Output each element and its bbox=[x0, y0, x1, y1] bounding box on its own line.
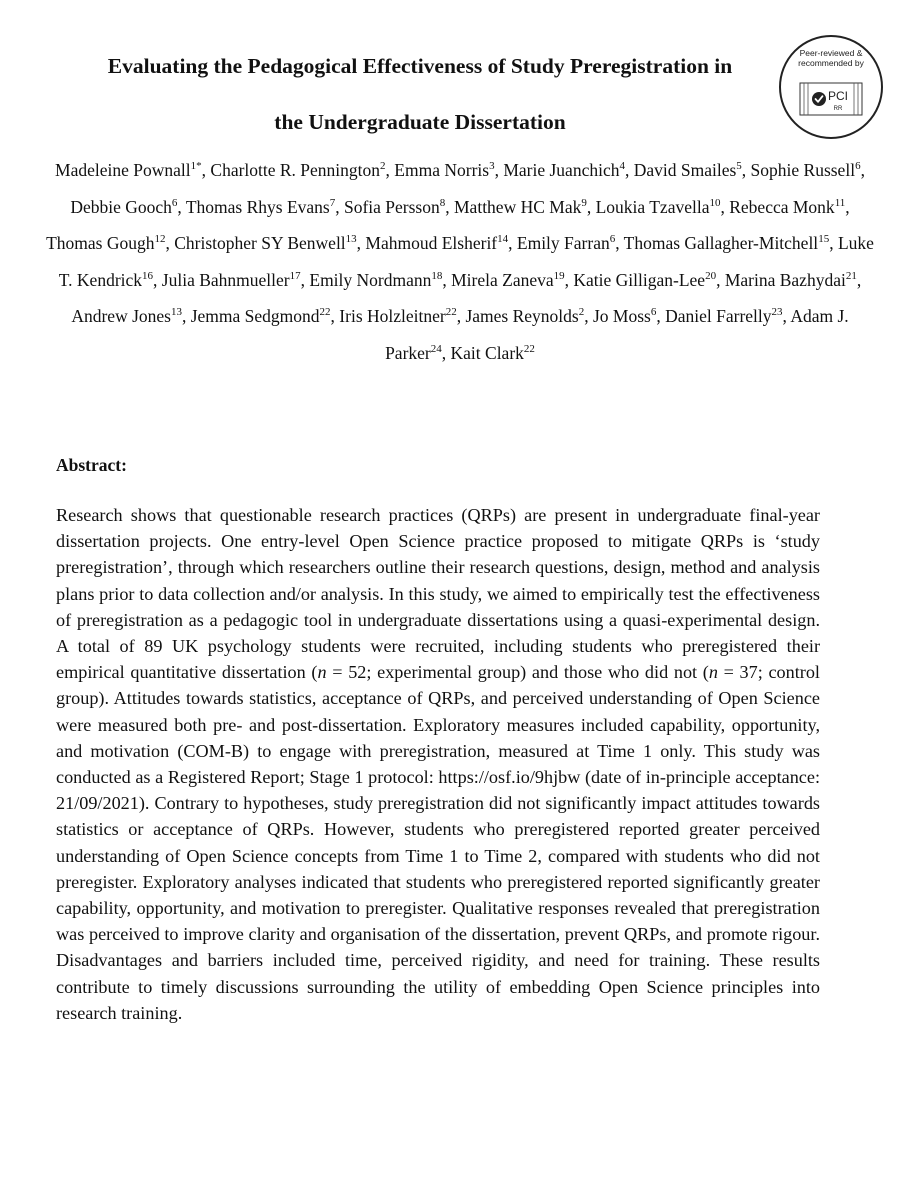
author bbox=[503, 160, 625, 180]
checkmark-circle-icon bbox=[812, 92, 826, 106]
author-affiliation: 14 bbox=[497, 233, 509, 246]
author-affiliation: 23 bbox=[771, 306, 783, 319]
author-name: Iris Holzleitner bbox=[339, 306, 446, 327]
author-name: Katie Gilligan-Lee bbox=[573, 269, 706, 290]
author-name: Adam J. Parker bbox=[385, 306, 849, 363]
author bbox=[593, 306, 656, 326]
author-affiliation: 6 bbox=[171, 196, 178, 209]
author bbox=[191, 306, 331, 326]
badge-logo-subtext: RR bbox=[833, 106, 843, 112]
n-symbol: n bbox=[708, 662, 718, 683]
author-name: Christopher SY Benwell bbox=[174, 233, 346, 254]
author-name: David Smailes bbox=[633, 160, 737, 180]
author bbox=[451, 343, 535, 363]
paper-title-line-1: Evaluating the Pedagogical Effectiveness of Study Preregistration in bbox=[107, 54, 733, 78]
author-name: Thomas Gough bbox=[46, 233, 155, 254]
author-name: Madeleine Pownall bbox=[55, 160, 191, 180]
author bbox=[665, 306, 782, 326]
author bbox=[309, 270, 442, 290]
author-affiliation: 15 bbox=[818, 233, 830, 246]
author-name: Daniel Farrelly bbox=[665, 306, 772, 327]
author bbox=[162, 270, 301, 290]
author-affiliation: 21 bbox=[845, 269, 857, 282]
author-affiliation: 17 bbox=[289, 269, 301, 282]
abstract-text bbox=[56, 502, 820, 1026]
badge-line-1: Peer-reviewed & bbox=[799, 48, 863, 58]
author-affiliation: 19 bbox=[553, 269, 565, 282]
author bbox=[70, 197, 177, 217]
author-name: Debbie Gooch bbox=[70, 196, 172, 217]
author-affiliation: 4 bbox=[619, 160, 625, 173]
abstract-part-2: = 52; experimental group) and those who did not ( bbox=[326, 662, 709, 683]
author-name: Julia Bahnmueller bbox=[161, 269, 290, 290]
author-affiliation: 8 bbox=[439, 196, 446, 209]
author-name: Marie Juanchich bbox=[503, 160, 620, 180]
author-name: Emily Nordmann bbox=[309, 269, 432, 290]
author bbox=[725, 270, 857, 290]
author-affiliation: 22 bbox=[523, 343, 535, 356]
author-affiliation: 9 bbox=[581, 196, 587, 209]
author-affiliation: 12 bbox=[154, 233, 166, 246]
author bbox=[517, 233, 615, 253]
author-affiliation: 6 bbox=[609, 233, 616, 246]
author bbox=[46, 233, 165, 253]
badge-line-2: recommended by bbox=[798, 58, 864, 68]
author-name: Sofia Persson bbox=[343, 196, 440, 217]
author bbox=[751, 160, 861, 180]
author-affiliation: 13 bbox=[170, 306, 182, 319]
author-name: Kait Clark bbox=[450, 342, 524, 363]
author-affiliation: 2 bbox=[578, 306, 585, 319]
author-affiliation: 1* bbox=[190, 160, 202, 173]
author-name: James Reynolds bbox=[465, 306, 579, 327]
abstract-heading: Abstract: bbox=[56, 455, 127, 475]
paper-title bbox=[40, 38, 800, 150]
author-name: Andrew Jones bbox=[71, 306, 171, 327]
author-affiliation: 6 bbox=[650, 306, 657, 319]
author bbox=[465, 306, 584, 326]
author-name: Thomas Gallagher-Mitchell bbox=[623, 233, 819, 254]
author-affiliation: 11 bbox=[834, 196, 846, 209]
badge-logo-text: PCI bbox=[827, 89, 849, 103]
author-name: Emily Farran bbox=[516, 233, 610, 254]
author-affiliation: 24 bbox=[430, 343, 442, 356]
author bbox=[634, 160, 742, 180]
author-name: Jemma Sedgmond bbox=[190, 306, 320, 327]
author bbox=[55, 160, 202, 180]
author-affiliation: 20 bbox=[705, 269, 717, 282]
author-name: Loukia Tzavella bbox=[595, 196, 710, 217]
n-symbol: n bbox=[317, 662, 327, 683]
author-affiliation: 13 bbox=[345, 233, 357, 246]
author-name: Mahmoud Elsherif bbox=[365, 233, 498, 254]
author-affiliation: 10 bbox=[709, 196, 721, 209]
author bbox=[451, 270, 565, 290]
author-name: Charlotte R. Pennington bbox=[210, 160, 381, 180]
author-affiliation: 6 bbox=[855, 160, 861, 173]
author-affiliation: 16 bbox=[142, 269, 154, 282]
author bbox=[573, 270, 716, 290]
author bbox=[365, 233, 508, 253]
author-affiliation: 7 bbox=[329, 196, 336, 209]
author-affiliation: 22 bbox=[319, 306, 331, 319]
author bbox=[454, 197, 587, 217]
author-list: Madeleine Pownall$^{1*}$, Charlotte R. Pennington$^2$, Emma Norris$^3$, Marie Juanchich$^4$, David Smailes$^5$, Sophie Russell$^6$, Debbie Gooch$^6$, Thomas Rhys Evans$^7$, Sofia Persson$^8$, Matthew HC Mak$^9$, Loukia Tzavella$^{10}$, Rebecca Monk$^{11}$, Thomas Gough$^{12}$, Christopher SY Benwell$^{13}$, Mahmoud Elsherif$^{14}$, Emily Farran$^6$, Thomas Gallagher-Mitchell$^{15}$, Luke T. Kendrick$^{16}$, Julia Bahnmueller$^{17}$, Emily Nordmann$^{18}$, Mirela Zaneva$^{19}$, Katie Gilligan-Lee$^{20}$, Marina Bazhydai$^{21}$, Andrew Jones$^{13}$, Jemma Sedgmond$^{22}$, Iris Holzleitner$^{22}$, James Reynolds$^2$, Jo Moss$^6$, Daniel Farrelly$^{23}$, Adam J. Parker$^{24}$, Kait Clark$^{22}$ bbox=[46, 160, 874, 363]
author bbox=[729, 197, 845, 217]
author bbox=[596, 197, 721, 217]
author-name: Rebecca Monk bbox=[729, 196, 835, 217]
author bbox=[210, 160, 385, 180]
author bbox=[339, 306, 456, 326]
author-name: Sophie Russell bbox=[750, 160, 856, 180]
author-name: Jo Moss bbox=[592, 306, 651, 327]
pci-rr-badge bbox=[779, 35, 883, 139]
author bbox=[71, 306, 182, 326]
author-name: Mirela Zaneva bbox=[451, 269, 554, 290]
paper-title-line-2: the Undergraduate Dissertation bbox=[274, 110, 566, 134]
pci-rr-logo bbox=[798, 79, 864, 119]
author-affiliation: 2 bbox=[380, 160, 386, 173]
author bbox=[344, 197, 445, 217]
author-name: Luke T. Kendrick bbox=[58, 233, 874, 290]
author-name: Emma Norris bbox=[394, 160, 490, 180]
author-name: Thomas Rhys Evans bbox=[185, 196, 330, 217]
author bbox=[624, 233, 830, 253]
author-name: Matthew HC Mak bbox=[454, 196, 582, 217]
author-affiliation: 3 bbox=[489, 160, 495, 173]
author-name: Marina Bazhydai bbox=[724, 269, 846, 290]
abstract-part-3: = 37; control group). Attitudes towards statistics, acceptance of QRPs, and perceived understanding of Open Science were measured both pre- and post-dissertation. Exploratory measures included capability, opportunity, and motivation (COM-B) to engage with preregistration, measured at Time 1 only. This study was conducted as a Registered Report; Stage 1 protocol: https://osf.io/9hjbw (date of in-principle acceptance: 21/09/2021). Contrary to hypotheses, study preregistration did not significantly impact attitudes towards statistics or acceptance of QRPs. However, students who preregistered reported greater perceived understanding of Open Science concepts from Time 1 to Time 2, compared with students who did not preregister. Exploratory analyses indicated that students who preregistered reported significantly greater capability, opportunity, and motivation to preregister. Qualitative responses revealed that preregistration was perceived to improve clarity and organisation of the dissertation, prevent QRPs, and promote rigour. Disadvantages and barriers included time, perceived rigidity, and need for training. These results contribute to timely discussions surrounding the utility of embedding Open Science principles into research training. bbox=[56, 662, 820, 1023]
author-affiliation: 18 bbox=[431, 269, 443, 282]
author bbox=[174, 233, 356, 253]
author-affiliation: 5 bbox=[736, 160, 742, 173]
author bbox=[186, 197, 335, 217]
author bbox=[394, 160, 494, 180]
abstract-part-1: Research shows that questionable research practices (QRPs) are present in undergraduate final-year dissertation projects. One entry-level Open Science practice proposed to mitigate QRPs is ‘study preregistration’, through which researchers outline their research questions, design, method and analysis plans prior to data collection and/or analysis. In this study, we aimed to empirically test the effectiveness of preregistration as a pedagogic tool in undergraduate dissertations using a quasi-experimental design. A total of 89 UK psychology students were recruited, including students who preregistered their empirical quantitative dissertation ( bbox=[56, 505, 820, 683]
author-affiliation: 22 bbox=[445, 306, 457, 319]
